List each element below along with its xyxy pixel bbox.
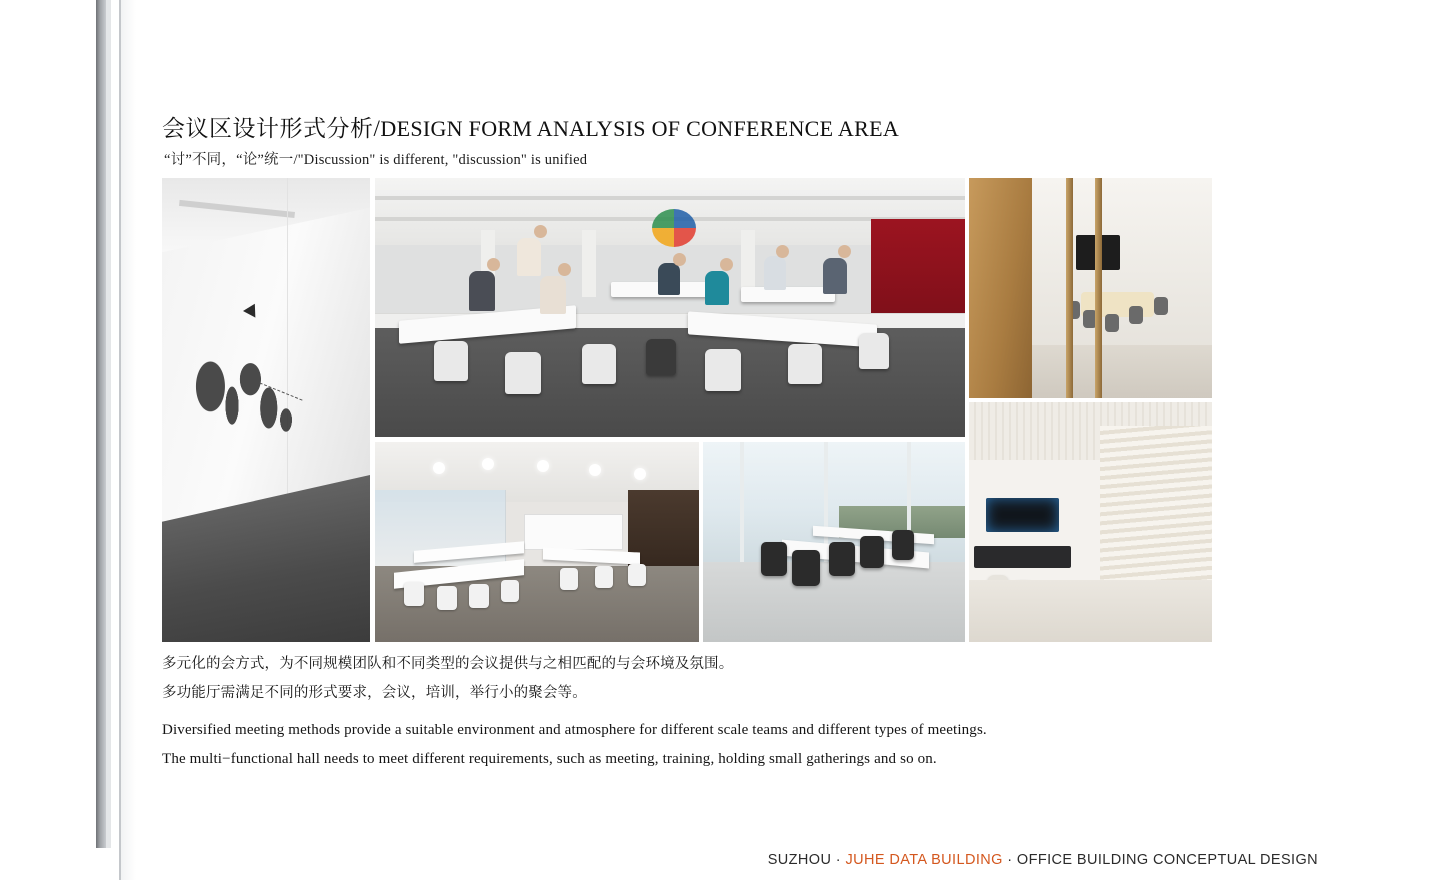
page-subtitle: “讨”不同，“论”统一/"Discussion" is different, "discussion" is unified: [164, 152, 588, 168]
photo-wood-clad-conference-room-glass-partition: [969, 178, 1212, 398]
paragraph-cn-2: 多功能厅需满足不同的形式要求，会议，培训，举行小的聚会等。: [162, 685, 587, 701]
photo-white-corridor-world-map-wall: [162, 178, 370, 642]
footer-project-name: JUHE DATA BUILDING: [845, 852, 1003, 868]
rail-light-bar: [106, 0, 111, 880]
photo-white-slatted-room-with-wall-monitor: [969, 402, 1212, 642]
rail-gradient-bar: [96, 0, 106, 880]
rail-fade: [121, 0, 136, 880]
page-title-chinese: 会议区设计形式分析/: [162, 116, 381, 141]
paragraph-en-1: Diversified meeting methods provide a suitable environment and atmosphere for different scale teams and different types of meetings.: [162, 722, 987, 738]
page-title-english: DESIGN FORM ANALYSIS OF CONFERENCE AREA: [380, 116, 900, 141]
paragraph-cn-1: 多元化的会方式，为不同规模团队和不同类型的会议提供与之相匹配的与会环境及氛围。: [162, 656, 734, 672]
body-text: [162, 650, 1222, 774]
photo-long-classroom-style-meeting-room: [375, 442, 699, 642]
rail-bottom-cap: [96, 848, 111, 880]
footer-city: SUZHOU: [767, 852, 832, 868]
page-title: [162, 110, 899, 143]
photo-small-meeting-table-by-window: [703, 442, 965, 642]
footer: [768, 852, 1318, 868]
footer-separator-1: ·: [835, 852, 842, 868]
left-decorative-rail: [0, 0, 136, 880]
paragraph-en-2: The multi−functional hall needs to meet different requirements, such as meeting, training, holding small gatherings and so on.: [162, 751, 937, 767]
image-grid: [162, 178, 1212, 642]
footer-descriptor: OFFICE BUILDING CONCEPTUAL DESIGN: [1016, 852, 1318, 868]
photo-open-plan-training-room-with-people: [375, 178, 965, 437]
footer-separator-2: ·: [1007, 852, 1013, 868]
